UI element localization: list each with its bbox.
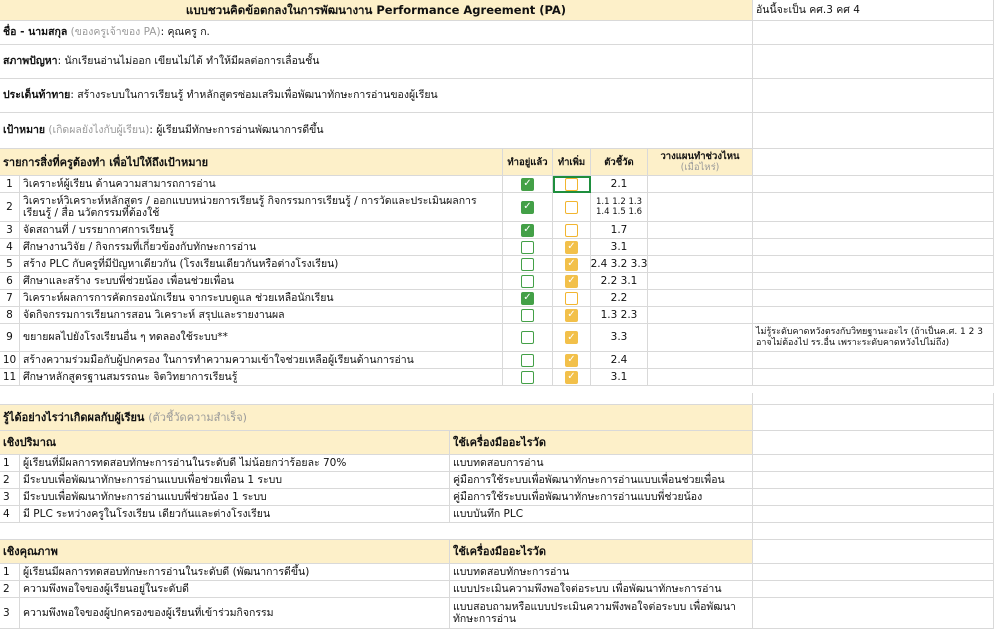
quantity-tool: แบบบันทึก PLC: [453, 507, 524, 520]
empty-cell[interactable]: [753, 21, 994, 45]
task-indicator-cell[interactable]: [591, 307, 648, 324]
more-checkbox[interactable]: ✓: [565, 354, 578, 367]
empty-cell[interactable]: [0, 523, 753, 540]
quantity-text-cell[interactable]: [20, 472, 450, 489]
empty-cell[interactable]: [753, 581, 994, 598]
done-checkbox[interactable]: [521, 275, 534, 288]
done-checkbox[interactable]: [521, 354, 534, 367]
tasks-header-more-text: ทำเพิ่ม: [557, 156, 586, 168]
task-number: 4: [6, 240, 13, 253]
sheet-title-text: แบบชวนคิดข้อตกลงในการพัฒนางาน Performance Agreement (PA): [185, 2, 567, 17]
task-done-cell[interactable]: [503, 256, 553, 273]
task-more-cell[interactable]: [553, 352, 591, 369]
task-number: 8: [6, 308, 13, 321]
task-number-cell[interactable]: [0, 222, 20, 239]
quantity-tool-label: ใช้เครื่องมืออะไรวัด: [453, 436, 546, 449]
empty-cell[interactable]: [0, 393, 753, 405]
task-number-cell[interactable]: [0, 307, 20, 324]
quality-text: ความพึงพอใจของผู้เรียนอยู่ในระดับดี: [23, 582, 189, 595]
task-text-cell[interactable]: [20, 176, 503, 193]
task-plan-cell[interactable]: [648, 369, 753, 386]
goal-value: : ผู้เรียนมีทักษะการอ่านพัฒนาการดีขึ้น: [149, 124, 324, 136]
task-plan-cell[interactable]: [648, 222, 753, 239]
tasks-header-indicator[interactable]: [591, 149, 648, 176]
empty-cell[interactable]: [753, 149, 994, 176]
task-number: 6: [6, 274, 13, 287]
task-text-cell[interactable]: [20, 307, 503, 324]
task-number-cell[interactable]: [0, 176, 20, 193]
quantity-tool: คู่มือการใช้ระบบเพื่อพัฒนาทักษะการอ่านแบบพี่ช่วยน้อง: [453, 490, 703, 503]
quantity-tool-cell[interactable]: [450, 506, 753, 523]
tasks-header-title[interactable]: [0, 149, 503, 176]
quantity-tool-cell[interactable]: [450, 472, 753, 489]
task-more-cell[interactable]: [553, 307, 591, 324]
task-text: จัดสถานที่ / บรรยากาศการเรียนรู้: [23, 223, 174, 236]
task-indicator-cell[interactable]: [591, 324, 648, 352]
task-text-cell[interactable]: [20, 352, 503, 369]
name-cell[interactable]: [0, 21, 753, 45]
task-done-cell[interactable]: [503, 239, 553, 256]
task-number: 9: [6, 331, 13, 343]
challenge-cell[interactable]: [0, 79, 753, 113]
done-checkbox[interactable]: ✓: [521, 224, 534, 237]
task-done-cell[interactable]: [503, 324, 553, 352]
quality-text-cell[interactable]: [20, 598, 450, 629]
quantity-number: 4: [3, 507, 10, 520]
tasks-header-more[interactable]: [553, 149, 591, 176]
empty-cell[interactable]: [753, 455, 994, 472]
task-text: วิเคราะห์ผลการการคัดกรองนักเรียน จากระบบดูแล ช่วยเหลือนักเรียน: [23, 291, 334, 304]
tasks-header-done[interactable]: [503, 149, 553, 176]
quantity-number-cell[interactable]: [0, 506, 20, 523]
quality-text: ความพึงพอใจของผู้ปกครองของผู้เรียนที่เข้าร่วมกิจกรรม: [23, 606, 274, 619]
task-number: 7: [6, 291, 13, 304]
quality-text-cell[interactable]: [20, 581, 450, 598]
quantity-tool-header[interactable]: [450, 431, 753, 455]
outcome-header[interactable]: [0, 405, 753, 431]
task-more-cell[interactable]: [553, 290, 591, 307]
task-more-cell[interactable]: [553, 369, 591, 386]
task-plan-cell[interactable]: [648, 352, 753, 369]
outcome-title: รู้ได้อย่างไรว่าเกิดผลกับผู้เรียน: [3, 411, 145, 424]
task-indicator-cell[interactable]: [591, 239, 648, 256]
task-plan-cell[interactable]: [648, 239, 753, 256]
quality-text-cell[interactable]: [20, 564, 450, 581]
quantity-tool-cell[interactable]: [450, 489, 753, 506]
tasks-header-plan-text: วางแผนทำช่วงไหน: [660, 151, 740, 162]
task-number-cell[interactable]: [0, 369, 20, 386]
tasks-header-plan[interactable]: [648, 149, 753, 176]
task-more-cell[interactable]: [553, 256, 591, 273]
task-plan-cell[interactable]: [648, 290, 753, 307]
empty-cell[interactable]: [753, 540, 994, 564]
quality-tool-label: ใช้เครื่องมืออะไรวัด: [453, 545, 546, 558]
task-text-cell[interactable]: [20, 239, 503, 256]
task-text-cell[interactable]: [20, 369, 503, 386]
more-checkbox[interactable]: [565, 201, 578, 214]
quantity-number-cell[interactable]: [0, 455, 20, 472]
task-done-cell[interactable]: [503, 222, 553, 239]
task-done-cell[interactable]: [503, 193, 553, 222]
quality-text: ผู้เรียนมีผลการทดสอบทักษะการอ่านในระดับดี (พัฒนาการดีขึ้น): [23, 565, 310, 578]
done-checkbox[interactable]: [521, 309, 534, 322]
task-number-cell[interactable]: [0, 256, 20, 273]
empty-cell[interactable]: [753, 393, 994, 405]
task-done-cell[interactable]: [503, 369, 553, 386]
more-checkbox[interactable]: ✓: [565, 258, 578, 271]
task-text: สร้างความร่วมมือกับผู้ปกครอง ในการทำความความเข้าใจช่วยเหลือผู้เรียนด้านการอ่าน: [23, 353, 414, 366]
quantity-header[interactable]: [0, 431, 450, 455]
done-checkbox[interactable]: ✓: [521, 201, 534, 214]
task-done-cell[interactable]: [503, 176, 553, 193]
task-indicator-cell[interactable]: [591, 273, 648, 290]
done-checkbox[interactable]: [521, 241, 534, 254]
task-text: ศึกษางานวิจัย / กิจกรรมที่เกี่ยวข้องกับทักษะการอ่าน: [23, 240, 257, 253]
task-plan-cell[interactable]: [648, 273, 753, 290]
task-note-cell[interactable]: [753, 369, 994, 386]
task-indicator-cell[interactable]: [591, 176, 648, 193]
done-checkbox[interactable]: ✓: [521, 292, 534, 305]
task-indicator: 1.7: [610, 223, 628, 236]
task-plan-cell[interactable]: [648, 193, 753, 222]
task-text: สร้าง PLC กับครูที่มีปัญหาเดียวกัน (โรงเรียนเดียวกันหรือต่างโรงเรียน): [23, 257, 339, 270]
task-indicator-cell[interactable]: [591, 193, 648, 222]
task-number-cell[interactable]: [0, 239, 20, 256]
task-number-cell[interactable]: [0, 324, 20, 352]
task-text: วิเคราะห์วิเคราะห์หลักสูตร / ออกแบบหน่วยการเรียนรู้ กิจกรรมการเรียนรู้ / การวัดและประเมินผลการเรียนรู้ / สื่อ นวัตกรรมที่ต้องใช้: [23, 195, 477, 219]
done-checkbox[interactable]: [521, 371, 534, 384]
tasks-header-done-text: ทำอยู่แล้ว: [507, 156, 548, 168]
task-done-cell[interactable]: [503, 273, 553, 290]
task-indicator-cell[interactable]: [591, 352, 648, 369]
task-indicator: 2.1: [610, 177, 628, 190]
quantity-text: มีระบบเพื่อพัฒนาทักษะการอ่านแบบเพื่อช่วยเพื่อน 1 ระบบ: [23, 473, 282, 486]
task-indicator-cell[interactable]: [591, 256, 648, 273]
sheet-title[interactable]: [0, 0, 753, 21]
challenge-value: : สร้างระบบในการเรียนรู้ ทำหลักสูตรซ่อมเสริมเพื่อพัฒนาทักษะการอ่านของผู้เรียน: [70, 89, 438, 101]
quality-number-cell[interactable]: [0, 581, 20, 598]
task-plan-cell[interactable]: [648, 324, 753, 352]
task-indicator-cell[interactable]: [591, 222, 648, 239]
quality-header[interactable]: [0, 540, 450, 564]
quantity-text: ผู้เรียนที่มีผลการทดสอบทักษะการอ่านในระดับดี ไม่น้อยกว่าร้อยละ 70%: [23, 456, 347, 469]
task-plan-cell[interactable]: [648, 176, 753, 193]
quantity-number: 1: [3, 456, 10, 469]
tasks-header-indicator-text: ตัวชี้วัด: [604, 156, 634, 168]
task-number-cell[interactable]: [0, 273, 20, 290]
task-number: 3: [6, 223, 13, 236]
task-number-cell[interactable]: [0, 193, 20, 222]
task-number-cell[interactable]: [0, 352, 20, 369]
task-indicator-cell[interactable]: [591, 369, 648, 386]
task-plan-cell[interactable]: [648, 256, 753, 273]
task-indicator: 2.2 3.1: [600, 274, 638, 287]
more-checkbox[interactable]: ✓: [565, 331, 578, 344]
name-hint: (ของครูเจ้าของ PA): [70, 26, 161, 38]
problem-value: : นักเรียนอ่านไม่ออก เขียนไม่ได้ ทำให้มีผลต่อการเลื่อนชั้น: [57, 55, 320, 67]
outcome-hint: (ตัวชี้วัดความสำเร็จ): [148, 411, 247, 424]
quantity-text-cell[interactable]: [20, 506, 450, 523]
done-checkbox[interactable]: ✓: [521, 178, 534, 191]
quality-tool-cell[interactable]: [450, 564, 753, 581]
goal-label: เป้าหมาย: [3, 124, 46, 136]
quantity-text: มีระบบเพื่อพัฒนาทักษะการอ่านแบบพี่ช่วยน้อง 1 ระบบ: [23, 490, 267, 503]
task-more-cell[interactable]: [553, 324, 591, 352]
task-note-cell[interactable]: [753, 352, 994, 369]
task-number: 11: [2, 370, 17, 383]
task-more-cell[interactable]: [553, 176, 591, 193]
quantity-number-cell[interactable]: [0, 489, 20, 506]
task-note-cell[interactable]: [753, 239, 994, 256]
quality-tool: แบบสอบถามหรือแบบประเมินความพึงพอใจต่อระบบ เพื่อพัฒนาทักษะการอ่าน: [453, 601, 736, 625]
empty-cell[interactable]: [753, 598, 994, 629]
empty-cell[interactable]: [753, 405, 994, 431]
quantity-label: เชิงปริมาณ: [3, 436, 57, 449]
task-note-cell[interactable]: [753, 273, 994, 290]
more-checkbox[interactable]: ✓: [565, 275, 578, 288]
quality-tool: แบบทดสอบทักษะการอ่าน: [453, 565, 570, 578]
more-checkbox[interactable]: [565, 292, 578, 305]
task-text-cell[interactable]: [20, 290, 503, 307]
quality-tool-cell[interactable]: [450, 581, 753, 598]
quality-number: 3: [3, 606, 10, 619]
goal-hint: (เกิดผลยังไงกับผู้เรียน): [48, 124, 150, 136]
task-done-cell[interactable]: [503, 352, 553, 369]
task-number: 1: [6, 177, 13, 190]
more-checkbox[interactable]: ✓: [565, 241, 578, 254]
name-value: : คุณครู ก.: [160, 26, 210, 38]
quantity-number-cell[interactable]: [0, 472, 20, 489]
side-note-cell[interactable]: [753, 0, 994, 21]
tasks-header-title-text: รายการสิ่งที่ครูต้องทำ เพื่อไปให้ถึงเป้าหมาย: [3, 155, 209, 169]
quantity-text-cell[interactable]: [20, 455, 450, 472]
task-text-cell[interactable]: [20, 324, 503, 352]
problem-label: สภาพปัญหา: [3, 55, 58, 67]
quality-label: เชิงคุณภาพ: [3, 545, 58, 558]
task-text-cell[interactable]: [20, 193, 503, 222]
empty-cell[interactable]: [753, 472, 994, 489]
task-note-cell[interactable]: [753, 290, 994, 307]
task-more-cell[interactable]: [553, 193, 591, 222]
task-indicator: 3.1: [610, 370, 628, 383]
quantity-number: 2: [3, 473, 10, 486]
task-note-cell[interactable]: [753, 193, 994, 222]
more-checkbox[interactable]: [565, 224, 578, 237]
quality-tool-header[interactable]: [450, 540, 753, 564]
task-more-cell[interactable]: [553, 222, 591, 239]
task-text: ศึกษาและสร้าง ระบบพี่ช่วยน้อง เพื่อนช่วยเพื่อน: [23, 274, 234, 287]
quality-number-cell[interactable]: [0, 564, 20, 581]
task-note-cell[interactable]: [753, 222, 994, 239]
empty-cell[interactable]: [753, 489, 994, 506]
task-note-cell[interactable]: [753, 176, 994, 193]
task-more-cell[interactable]: [553, 273, 591, 290]
task-text-cell[interactable]: [20, 222, 503, 239]
goal-cell[interactable]: [0, 113, 753, 149]
task-text-cell[interactable]: [20, 273, 503, 290]
quality-tool: แบบประเมินความพึงพอใจต่อระบบ เพื่อพัฒนาทักษะการอ่าน: [453, 582, 722, 595]
more-checkbox[interactable]: [565, 178, 578, 191]
task-indicator: 1.1 1.2 1.3 1.4 1.5 1.6: [596, 197, 642, 217]
quantity-text-cell[interactable]: [20, 489, 450, 506]
task-indicator: 2.4: [610, 353, 628, 366]
done-checkbox[interactable]: [521, 331, 534, 344]
quality-number: 1: [3, 565, 10, 578]
empty-cell[interactable]: [753, 564, 994, 581]
task-number-cell[interactable]: [0, 290, 20, 307]
task-more-cell[interactable]: [553, 239, 591, 256]
task-text: ขยายผลไปยังโรงเรียนอื่น ๆ ทดลองใช้ระบบ**: [23, 331, 228, 343]
task-indicator: 3.3: [610, 331, 628, 343]
tasks-header-plan-sub: (เมื่อไหร่): [680, 162, 720, 173]
quality-number: 2: [3, 582, 10, 595]
task-number: 10: [2, 353, 17, 366]
more-checkbox[interactable]: ✓: [565, 371, 578, 384]
empty-cell[interactable]: [753, 79, 994, 113]
quantity-number: 3: [3, 490, 10, 503]
task-indicator: 1.3 2.3: [600, 308, 638, 321]
task-indicator: 3.1: [610, 240, 628, 253]
task-number: 2: [6, 200, 13, 213]
task-plan-cell[interactable]: [648, 307, 753, 324]
quality-number-cell[interactable]: [0, 598, 20, 629]
side-note: อันนี้จะเป็น คศ.3 คศ 4: [756, 3, 860, 16]
task-text: วิเคราะห์ผู้เรียน ด้านความสามารถการอ่าน: [23, 177, 216, 190]
challenge-label: ประเด็นท้าทาย: [3, 89, 71, 101]
task-indicator: 2.2: [610, 291, 628, 304]
task-text: จัดกิจกรรมการเรียนการสอน วิเคราะห์ สรุปและรายงานผล: [23, 308, 285, 321]
problem-cell[interactable]: [0, 45, 753, 79]
quantity-tool: คู่มือการใช้ระบบเพื่อพัฒนาทักษะการอ่านแบบเพื่อนช่วยเพื่อน: [453, 473, 725, 486]
task-done-cell[interactable]: [503, 307, 553, 324]
empty-cell[interactable]: [753, 523, 994, 540]
quantity-tool-cell[interactable]: [450, 455, 753, 472]
task-note-cell[interactable]: [753, 256, 994, 273]
task-indicator-cell[interactable]: [591, 290, 648, 307]
empty-cell[interactable]: [753, 45, 994, 79]
quantity-tool: แบบทดสอบการอ่าน: [453, 456, 544, 469]
task-indicator: 2.4 3.2 3.3: [591, 257, 648, 270]
quality-tool-cell[interactable]: [450, 598, 753, 629]
empty-cell[interactable]: [753, 506, 994, 523]
task-note-cell[interactable]: [753, 324, 994, 352]
empty-cell[interactable]: [753, 431, 994, 455]
task-done-cell[interactable]: [503, 290, 553, 307]
task-note-cell[interactable]: [753, 307, 994, 324]
task-text: ศึกษาหลักสูตรฐานสมรรถนะ จิตวิทยาการเรียนรู้: [23, 370, 238, 383]
task-note: ไม่รู้ระดับคาดหวังตรงกับวิทยฐานะอะไร (ถ้าเป็นค.ศ. 1 2 3 อาจไม่ต้องไป รร.อื่น เพราะระดับคาดหวังไปไม่ถึง): [756, 326, 983, 348]
task-text-cell[interactable]: [20, 256, 503, 273]
empty-cell[interactable]: [753, 113, 994, 149]
done-checkbox[interactable]: [521, 258, 534, 271]
name-label: ชื่อ - นามสกุล: [3, 26, 68, 38]
quantity-text: มี PLC ระหว่างครูในโรงเรียน เดียวกันและต่างโรงเรียน: [23, 507, 271, 520]
more-checkbox[interactable]: ✓: [565, 309, 578, 322]
task-number: 5: [6, 257, 13, 270]
